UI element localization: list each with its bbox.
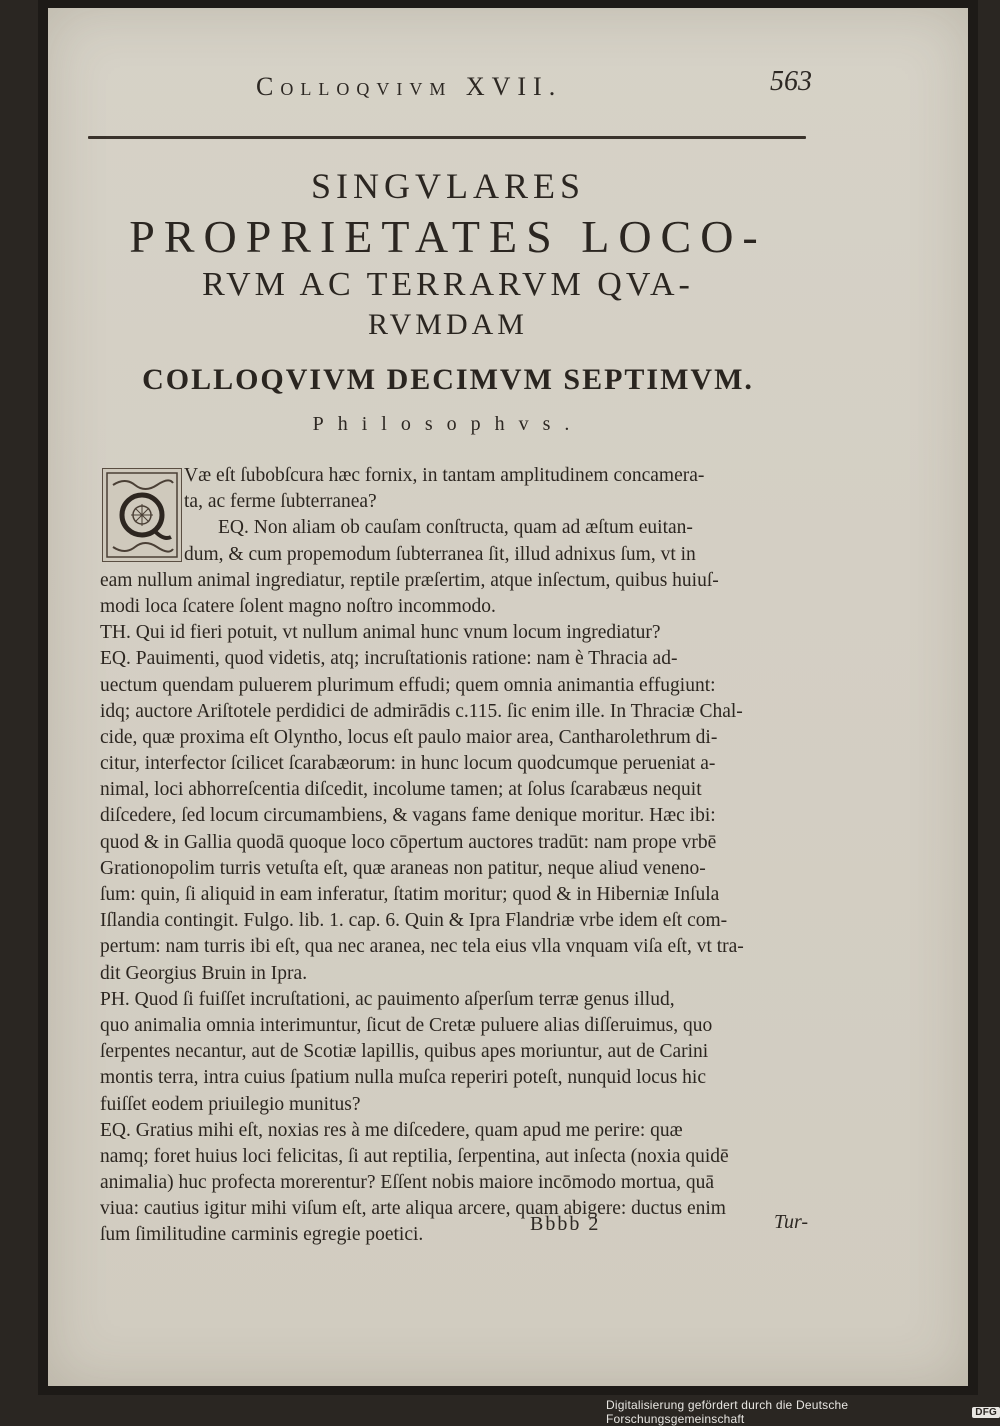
text-line: idq; auctore Ariſtotele perdidici de admirādis c.115. ſic enim ille. In Thraciæ Chal- (100, 700, 743, 722)
text-line: ſum ſimilitudine carminis egregie poetici. (100, 1224, 424, 1246)
body-text (100, 463, 840, 1249)
text-line: Grationopolim turris vetuſta eſt, quæ araneas non patitur, neque aliud veneno- (100, 857, 706, 879)
header-rule (88, 136, 806, 139)
title-line-4: RVMDAM (368, 308, 528, 341)
catchword: Tur- (774, 1211, 809, 1233)
text-line: uectum quendam puluerem plurimum effudi; quem omnia animantia effugiunt: (100, 674, 716, 696)
speaker-heading: Philosophvs. (312, 413, 584, 435)
footer-text: Digitalisierung gefördert durch die Deutsche Forschungsgemeinschaft (606, 1398, 849, 1426)
text-line: dum, & cum propemodum ſubterranea ſit, illud adnixus ſum, vt in (184, 543, 696, 565)
text-line: EQ. Pauimenti, quod videtis, atq; incruſtationis ratione: nam è Thracia ad- (100, 648, 678, 670)
text-line: pertum: nam turris ibi eſt, qua nec aranea, nec tela eius vlla vnquam viſa eſt, vt tra- (100, 936, 744, 958)
text-line: animalia) huc profecta morerentur? Eſſent nobis maiore incōmodo mortua, quā (100, 1172, 715, 1194)
colloquium-title: COLLOQVIVM DECIMVM SEPTIMVM. (142, 363, 754, 396)
text-line: Væ eſt ſubobſcura hæc fornix, in tantam amplitudinem concamera- (184, 465, 705, 486)
text-line: dit Georgius Bruin in Ipra. (100, 962, 308, 984)
text-line: PH. Quod ſi fuiſſet incruſtationi, ac pauimento aſperſum terræ genus illud, (100, 988, 675, 1010)
book-page (48, 8, 968, 1386)
text-line: ſum: quin, ſi aliquid in eam inferatur, ſtatim moritur; quod & in Hiberniæ Inſula (100, 884, 720, 905)
text-line: fuiſſet eodem priuilegio munitus? (100, 1093, 361, 1115)
text-line: TH. Qui id fieri potuit, vt nullum animal hunc vnum locum ingrediatur? (100, 622, 661, 644)
text-line: diſcedere, ſed locum circumambiens, & vagans fame denique moritur. Hæc ibi: (100, 805, 716, 827)
text-line: cide, quæ proxima eſt Olyntho, locus eſt paulo maior area, Cantharolethrum di- (100, 726, 718, 748)
text-line: modi loca ſcatere ſolent magno noſtro incommodo. (100, 595, 496, 617)
text-line: citur, interfector ſcilicet ſcarabæorum: in hunc locum quodcumque perueniat a- (100, 753, 716, 775)
chapter-title (48, 168, 848, 340)
text-line: ta, ac ferme ſubterranea? (184, 491, 377, 513)
text-line: nimal, loci abhorreſcentia diſcedit, incolume tamen; at ſolus ſcarabæus nequit (100, 779, 702, 801)
text-line: EQ. Non aliam ob cauſam conſtructa, quam ad æſtum euitan- (218, 517, 693, 539)
text-line: montis terra, intra cuius ſpatium nulla muſca reperiri poteſt, nunquid locus hic (100, 1067, 706, 1089)
title-line-3: RVM AC TERRARVM QVA- (202, 266, 694, 303)
dfg-logo-icon: DFG (972, 1407, 1000, 1418)
text-line: quo animalia omnia interimuntur, ſicut de Cretæ puluere alias diſſeruimus, quo (100, 1014, 713, 1036)
text-line: Iſlandia contingit. Fulgo. lib. 1. cap. 6. Quin & Ipra Flandriæ vrbe idem eſt com- (100, 910, 728, 932)
text-line: viua: cautius igitur mihi viſum eſt, arte aliqua arcere, quam abigere: ductus enim (100, 1198, 726, 1220)
text-line: ſerpentes necantur, aut de Scotiæ lapillis, quibus apes moriuntur, aut de Carini (100, 1041, 709, 1063)
running-head: Colloqvivm XVII. (256, 72, 563, 101)
text-line: quod & in Gallia quodā quoque loco cōpertum auctores tradūt: nam prope vrbē (100, 831, 717, 853)
text-line: namq; foret huius loci felicitas, ſi aut reptilia, ſerpentina, aut inſecta (noxia quidē (100, 1145, 729, 1167)
signature-mark: Bbbb 2 (530, 1213, 601, 1235)
title-line-1: SINGVLARES (310, 166, 585, 206)
text-line: eam nullum animal ingrediatur, reptile præſertim, atque inſectum, quibus huiuſ- (100, 569, 719, 591)
title-line-2: PROPRIETATES LOCO- (129, 211, 767, 262)
page-number: 563 (770, 66, 812, 97)
text-line: EQ. Gratius mihi eſt, noxias res à me diſcedere, quam apud me perire: quæ (100, 1119, 683, 1141)
digitization-footer (606, 1398, 1000, 1426)
